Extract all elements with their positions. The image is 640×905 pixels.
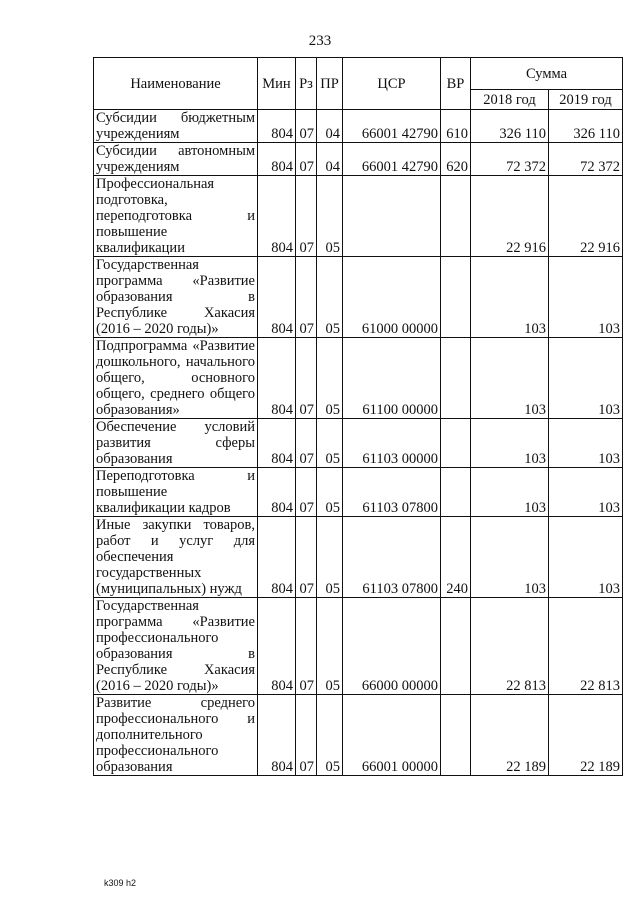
row-name: Переподготовка и повышение квалификации кадров [94, 468, 258, 517]
row-pr: 05 [317, 468, 343, 517]
row-pr: 05 [317, 517, 343, 598]
row-csr: 61103 07800 [343, 517, 441, 598]
header-pr: ПР [317, 58, 343, 110]
row-vr: 610 [441, 110, 471, 143]
row-2018: 103 [471, 419, 549, 468]
row-min: 804 [258, 338, 296, 419]
row-csr: 66001 42790 [343, 110, 441, 143]
row-vr [441, 598, 471, 695]
row-2018: 22 813 [471, 598, 549, 695]
row-vr: 240 [441, 517, 471, 598]
row-csr: 66000 00000 [343, 598, 441, 695]
row-pr: 04 [317, 110, 343, 143]
row-2019: 103 [549, 257, 623, 338]
table-row [94, 110, 623, 143]
row-vr [441, 695, 471, 776]
table-row [94, 598, 623, 695]
header-rz: Рз [296, 58, 317, 110]
row-2018: 103 [471, 468, 549, 517]
row-name: Развитие среднего профессионального и дополнительного профессионального образования [94, 695, 258, 776]
row-csr: 61103 07800 [343, 468, 441, 517]
row-rz: 07 [296, 419, 317, 468]
table-row [94, 419, 623, 468]
table-row [94, 257, 623, 338]
row-pr: 05 [317, 257, 343, 338]
row-2019: 72 372 [549, 143, 623, 176]
row-2019: 103 [549, 338, 623, 419]
row-rz: 07 [296, 338, 317, 419]
row-pr: 05 [317, 419, 343, 468]
row-csr: 61100 00000 [343, 338, 441, 419]
row-name: Государственная программа «Развитие образования в Республике Хакасия (2016 – 2020 годы)» [94, 257, 258, 338]
row-vr [441, 176, 471, 257]
row-vr: 620 [441, 143, 471, 176]
row-pr: 05 [317, 598, 343, 695]
table-row [94, 517, 623, 598]
row-2018: 22 189 [471, 695, 549, 776]
row-name: Субсидии автономным учреждениям [94, 143, 258, 176]
row-name: Субсидии бюджетным учреждениям [94, 110, 258, 143]
row-2019: 103 [549, 419, 623, 468]
row-2018: 103 [471, 517, 549, 598]
row-vr [441, 468, 471, 517]
row-csr: 61000 00000 [343, 257, 441, 338]
footer-code: k309 h2 [104, 878, 137, 888]
row-pr: 04 [317, 143, 343, 176]
header-name: Наименование [94, 58, 258, 110]
row-min: 804 [258, 517, 296, 598]
row-min: 804 [258, 176, 296, 257]
row-vr [441, 419, 471, 468]
row-min: 804 [258, 419, 296, 468]
table-row [94, 695, 623, 776]
row-csr [343, 176, 441, 257]
budget-table [93, 57, 623, 776]
row-min: 804 [258, 143, 296, 176]
row-csr: 61103 00000 [343, 419, 441, 468]
row-rz: 07 [296, 598, 317, 695]
row-min: 804 [258, 695, 296, 776]
header-csr: ЦСР [343, 58, 441, 110]
row-csr: 66001 42790 [343, 143, 441, 176]
page-number: 233 [308, 33, 332, 49]
header-row [94, 58, 623, 90]
header-2019: 2019 год [549, 90, 623, 110]
row-2018: 103 [471, 257, 549, 338]
row-2018: 22 916 [471, 176, 549, 257]
header-min: Мин [258, 58, 296, 110]
row-2019: 103 [549, 517, 623, 598]
row-2019: 22 916 [549, 176, 623, 257]
row-csr: 66001 00000 [343, 695, 441, 776]
row-name: Профессиональная подготовка, переподготовка и повышение квалификации [94, 176, 258, 257]
header-2018: 2018 год [471, 90, 549, 110]
row-2018: 326 110 [471, 110, 549, 143]
row-rz: 07 [296, 143, 317, 176]
row-2019: 103 [549, 468, 623, 517]
row-2019: 326 110 [549, 110, 623, 143]
row-rz: 07 [296, 176, 317, 257]
row-2019: 22 189 [549, 695, 623, 776]
table-row [94, 468, 623, 517]
row-min: 804 [258, 598, 296, 695]
table-row [94, 176, 623, 257]
header-sum: Сумма [471, 58, 623, 90]
row-rz: 07 [296, 468, 317, 517]
row-2018: 72 372 [471, 143, 549, 176]
table-row [94, 338, 623, 419]
header-vr: ВР [441, 58, 471, 110]
row-rz: 07 [296, 110, 317, 143]
row-rz: 07 [296, 695, 317, 776]
row-rz: 07 [296, 257, 317, 338]
row-vr [441, 338, 471, 419]
row-rz: 07 [296, 517, 317, 598]
row-pr: 05 [317, 176, 343, 257]
row-min: 804 [258, 110, 296, 143]
row-min: 804 [258, 468, 296, 517]
row-2019: 22 813 [549, 598, 623, 695]
row-name: Подпрограмма «Развитие дошкольного, начального общего, основного общего, среднего общего образования» [94, 338, 258, 419]
row-name: Обеспечение условий развития сферы образования [94, 419, 258, 468]
row-pr: 05 [317, 695, 343, 776]
table-row [94, 143, 623, 176]
row-vr [441, 257, 471, 338]
row-name: Государственная программа «Развитие профессионального образования в Республике Хакасия (2016 – 2020 годы)» [94, 598, 258, 695]
row-min: 804 [258, 257, 296, 338]
row-pr: 05 [317, 338, 343, 419]
row-2018: 103 [471, 338, 549, 419]
row-name: Иные закупки товаров, работ и услуг для обеспечения государственных (муниципальных) нужд [94, 517, 258, 598]
